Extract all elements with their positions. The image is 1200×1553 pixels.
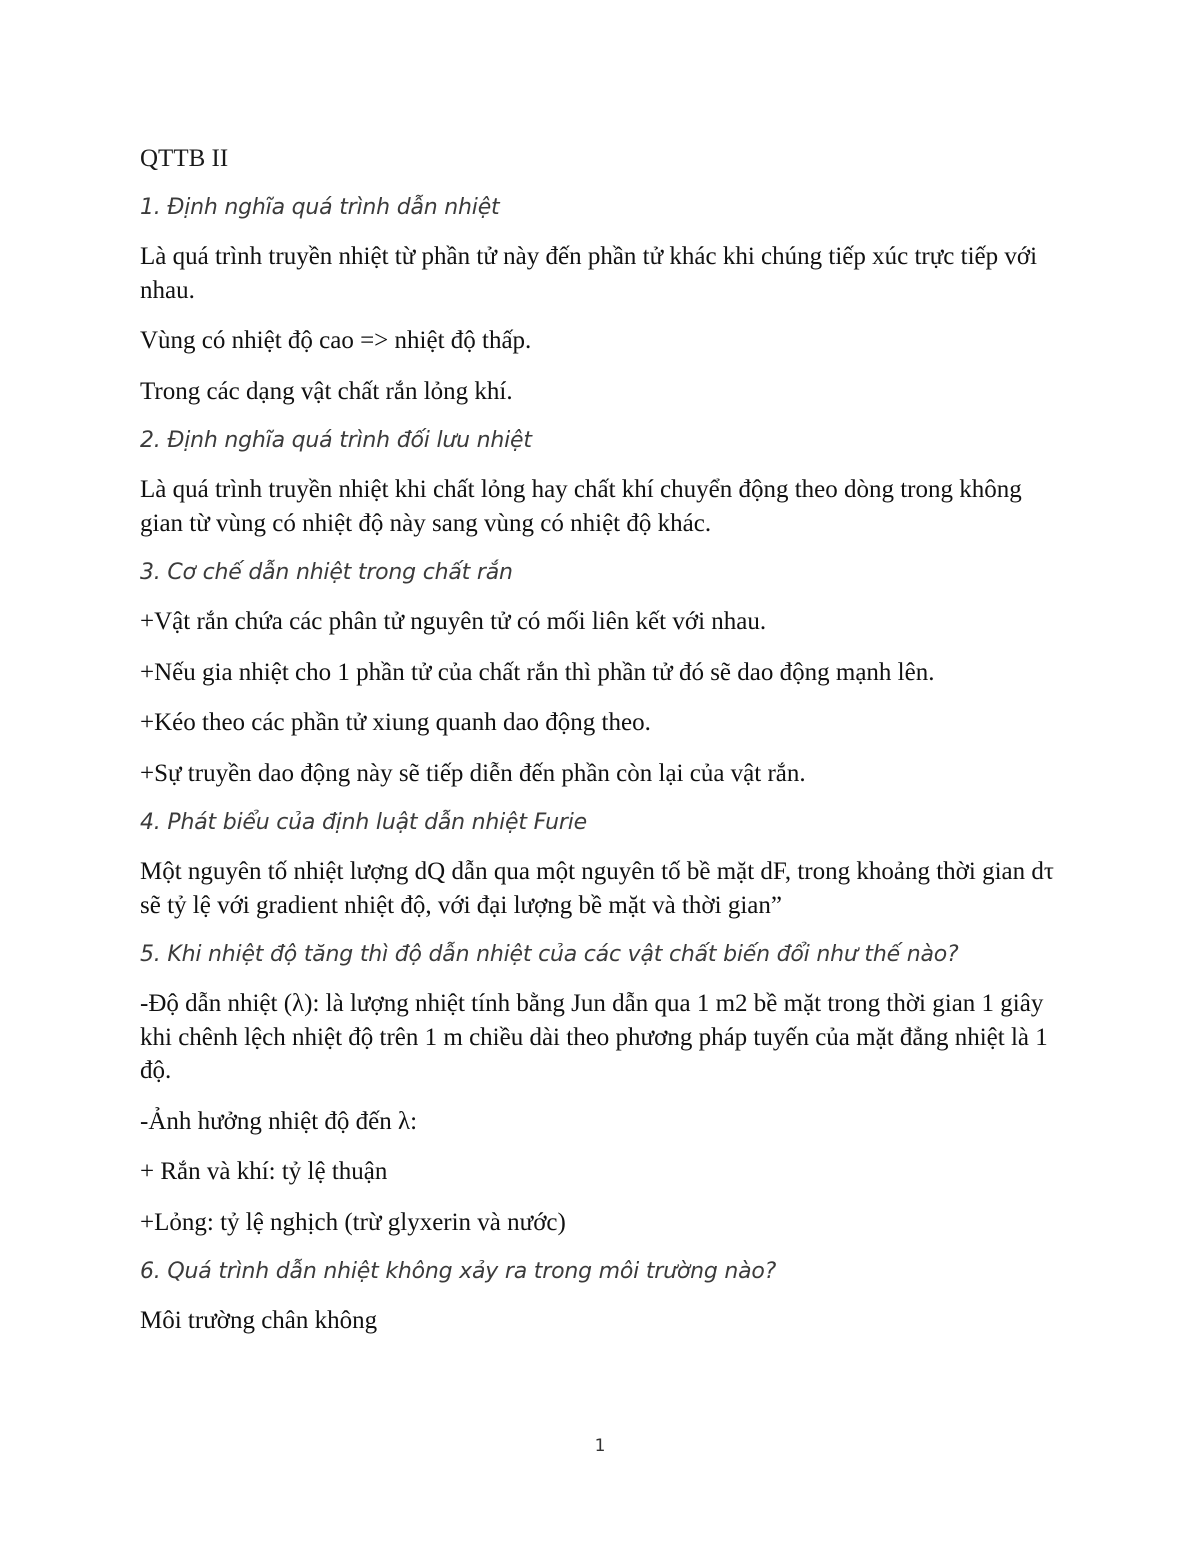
section-4-paragraph-1: Một nguyên tố nhiệt lượng dQ dẫn qua một nguyên tố bề mặt dF, trong khoảng thời gian dτ sẽ tỷ lệ với gradient nhiệt độ, với đại lượng bề mặt và thời gian” (140, 858, 1054, 919)
section-5-paragraph-4: +Lỏng: tỷ lệ nghịch (trừ glyxerin và nước) (140, 1208, 566, 1236)
document-body (140, 143, 1070, 1355)
section-6-paragraph-1: Môi trường chân không (140, 1307, 378, 1334)
section-5-paragraph-1: -Độ dẫn nhiệt (λ): là lượng nhiệt tính bằng Jun dẫn qua 1 m2 bề mặt trong thời gian 1 giây khi chênh lệch nhiệt độ trên 1 m chiều dài theo phương pháp tuyến của mặt đẳng nhiệt là 1 độ. (140, 990, 1048, 1084)
section-2-paragraph-1: Là quá trình truyền nhiệt khi chất lỏng hay chất khí chuyển động theo dòng trong không gian từ vùng có nhiệt độ này sang vùng có nhiệt độ khác. (140, 476, 1022, 537)
section-1-paragraph-2: Vùng có nhiệt độ cao => nhiệt độ thấp. (140, 327, 532, 354)
section-heading-5: 5. Khi nhiệt độ tăng thì độ dẫn nhiệt của các vật chất biến đổi như thế nào? (140, 942, 959, 967)
section-heading-3: 3. Cơ chế dẫn nhiệt trong chất rắn (140, 560, 513, 585)
document-title: QTTB II (140, 145, 229, 172)
section-3-paragraph-1: +Vật rắn chứa các phân tử nguyên tử có mối liên kết với nhau. (140, 608, 767, 635)
page-number: 1 (594, 1436, 606, 1456)
section-heading-2: 2. Định nghĩa quá trình đối lưu nhiệt (140, 428, 532, 453)
section-1-paragraph-1: Là quá trình truyền nhiệt từ phần tử này đến phần tử khác khi chúng tiếp xúc trực tiếp với nhau. (140, 243, 1038, 304)
section-heading-1: 1. Định nghĩa quá trình dẫn nhiệt (140, 195, 500, 220)
section-3-paragraph-4: +Sự truyền dao động này sẽ tiếp diễn đến phần còn lại của vật rắn. (140, 759, 806, 787)
section-5-paragraph-3: + Rắn và khí: tỷ lệ thuận (140, 1158, 388, 1185)
section-3-paragraph-2: +Nếu gia nhiệt cho 1 phần tử của chất rắn thì phần tử đó sẽ dao động mạnh lên. (140, 658, 935, 686)
section-heading-6: 6. Quá trình dẫn nhiệt không xảy ra trong môi trường nào? (140, 1259, 777, 1284)
section-heading-4: 4. Phát biểu của định luật dẫn nhiệt Furie (140, 810, 588, 835)
section-5-paragraph-2: -Ảnh hưởng nhiệt độ đến λ: (140, 1107, 418, 1135)
section-3-paragraph-3: +Kéo theo các phần tử xiung quanh dao động theo. (140, 709, 651, 736)
section-1-paragraph-3: Trong các dạng vật chất rắn lỏng khí. (140, 377, 513, 405)
